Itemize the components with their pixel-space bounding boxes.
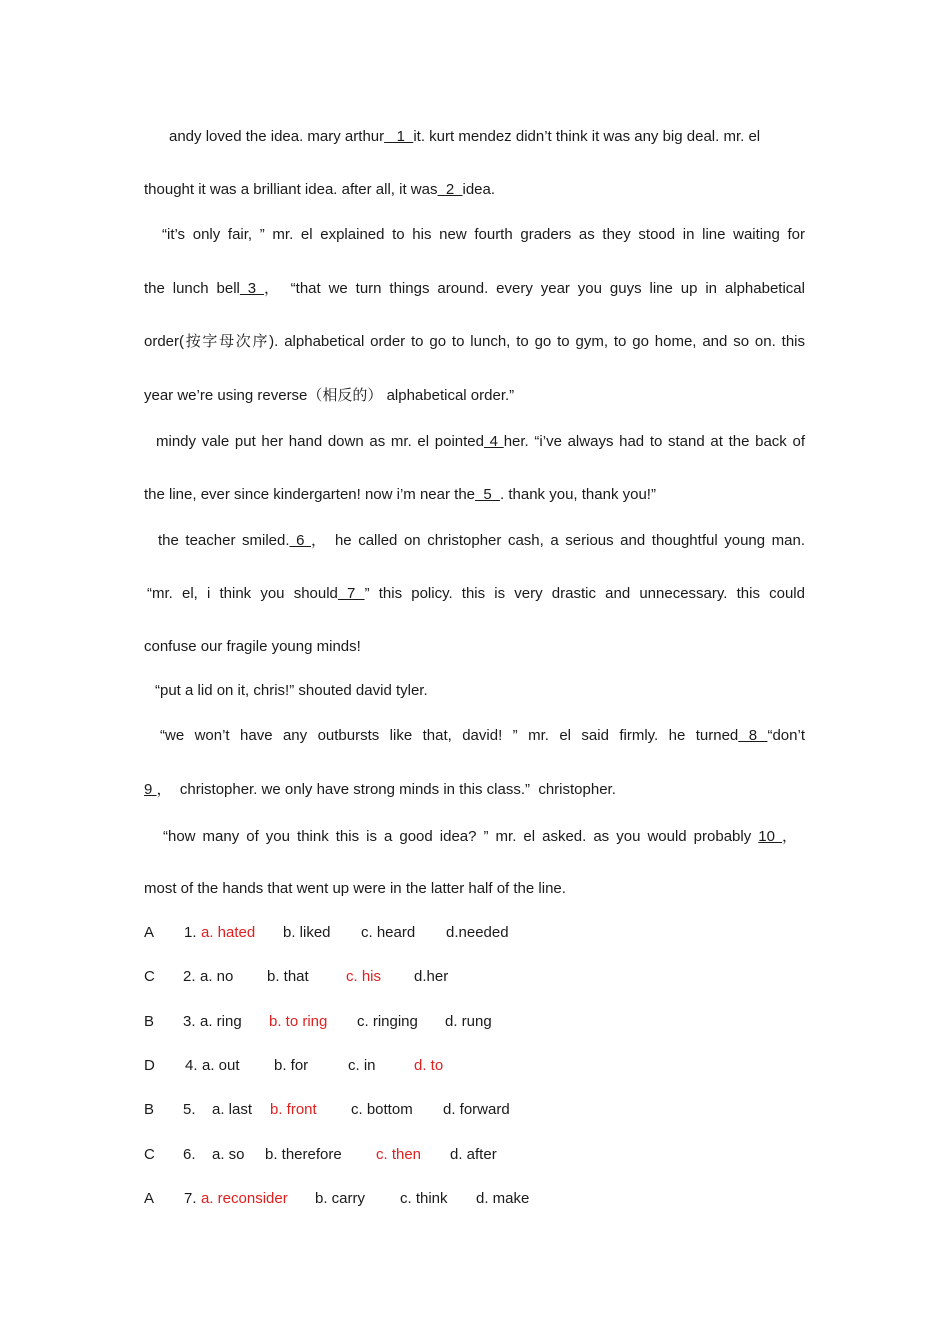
blank-2: 2: [437, 181, 463, 198]
option: d. forward: [443, 1101, 510, 1118]
question-number: 6.: [183, 1146, 196, 1163]
correct-option: b. front: [270, 1101, 317, 1118]
passage-line: “it’s only fair, ” mr. el explained to his new fourth graders as they stood in line waiting for: [162, 226, 805, 243]
passage-line: [144, 180, 495, 200]
passage-text: it. kurt mendez didn’t think it was any big deal. mr. el: [413, 128, 761, 145]
option: a. so: [212, 1146, 245, 1163]
passage-line: [156, 432, 805, 452]
answer-key: B: [144, 1101, 155, 1118]
passage-text: the lunch bell: [144, 280, 240, 297]
correct-option: d. to: [414, 1057, 444, 1074]
blank-10: 10: [758, 828, 782, 845]
passage-text: “don’t: [767, 727, 805, 744]
question-number: 2.: [183, 968, 196, 985]
answer-key: C: [144, 1146, 155, 1163]
option: a. last: [212, 1101, 253, 1118]
option: a. no: [200, 968, 234, 985]
option: b. that: [267, 968, 309, 985]
blank-1: 1: [384, 128, 414, 145]
blank-6: 6: [289, 532, 311, 549]
blank-7: 7: [337, 585, 365, 602]
passage-text: the teacher smiled.: [158, 532, 290, 549]
option: c. heard: [361, 924, 416, 941]
answer-key: C: [144, 968, 155, 985]
option: b. therefore: [265, 1146, 342, 1163]
blank-3: 3: [239, 280, 265, 297]
passage-text: ， he called on christopher cash, a serious and thoughtful young man.: [311, 532, 805, 549]
passage-text: the line, ever since kindergarten! now i’m near the: [144, 486, 476, 503]
passage-line: order(按字母次序). alphabetical order to go to lunch, to go to gym, to go home, and so on. this: [144, 333, 805, 350]
answer-key: A: [144, 1190, 155, 1207]
passage-line: [147, 584, 805, 604]
correct-option: c. his: [346, 968, 382, 985]
passage-line: [158, 531, 805, 551]
blank-8: 8: [738, 727, 768, 744]
passage-text: “how many of you think this is a good idea? ” mr. el asked. as you would probably: [163, 828, 752, 845]
option: d. make: [476, 1190, 530, 1207]
passage-line: confuse our fragile young minds!: [144, 638, 361, 655]
question-number: 5.: [183, 1101, 196, 1118]
correct-option: a. hated: [201, 924, 256, 941]
passage-text: . thank you, thank you!”: [500, 486, 656, 503]
passage-text: ” this policy. this is very drastic and unnecessary. this could: [364, 585, 805, 602]
passage-line: [160, 726, 805, 746]
option: d. after: [450, 1146, 497, 1163]
passage-line: [163, 827, 797, 847]
passage-text: idea.: [462, 181, 496, 198]
passage-text: mindy vale put her hand down as mr. el pointed: [156, 433, 484, 450]
passage-text: ， “that we turn things around. every year you guys line up in alphabetical: [264, 280, 805, 297]
passage-line: [169, 127, 760, 147]
option: b. for: [274, 1057, 309, 1074]
option: c. in: [348, 1057, 376, 1074]
question-number: 4.: [185, 1057, 198, 1074]
option: a. out: [202, 1057, 240, 1074]
passage-line: [144, 780, 616, 800]
passage-text: thought it was a brilliant idea. after all, it was: [144, 181, 438, 198]
correct-option: b. to ring: [269, 1013, 328, 1030]
passage-line: most of the hands that went up were in the latter half of the line.: [144, 880, 566, 897]
question-number: 7.: [184, 1190, 197, 1207]
passage-text: “we won’t have any outbursts like that, david! ” mr. el said firmly. he turned: [160, 727, 739, 744]
option: d.her: [414, 968, 449, 985]
option: c. bottom: [351, 1101, 413, 1118]
passage-text: her. “i’ve always had to stand at the back of: [503, 433, 805, 450]
option: c. think: [400, 1190, 448, 1207]
blank-4: 4: [483, 433, 504, 450]
answer-key: A: [144, 924, 155, 941]
passage-text: ， christopher. we only have strong minds in this class.” christopher.: [156, 781, 616, 798]
answer-key: D: [144, 1057, 155, 1074]
passage-line: [144, 485, 656, 505]
question-number: 3.: [183, 1013, 196, 1030]
correct-option: a. reconsider: [201, 1190, 288, 1207]
option: c. ringing: [357, 1013, 418, 1030]
correct-option: c. then: [376, 1146, 422, 1163]
option: b. liked: [283, 924, 331, 941]
question-number: 1.: [184, 924, 197, 941]
option: d. rung: [445, 1013, 492, 1030]
answer-key: B: [144, 1013, 155, 1030]
option: a. ring: [200, 1013, 242, 1030]
blank-9: 9: [144, 781, 157, 798]
passage-line: year we’re using reverse（相反的） alphabetical order.”: [144, 387, 515, 404]
passage-line: “put a lid on it, chris!” shouted david tyler.: [155, 682, 428, 699]
passage-line: [144, 279, 805, 299]
option: d.needed: [446, 924, 509, 941]
passage-text: andy loved the idea. mary arthur: [169, 128, 385, 145]
option: b. carry: [315, 1190, 366, 1207]
passage-text: ，: [782, 828, 798, 845]
blank-5: 5: [475, 486, 501, 503]
passage-text: “mr. el, i think you should: [147, 585, 338, 602]
